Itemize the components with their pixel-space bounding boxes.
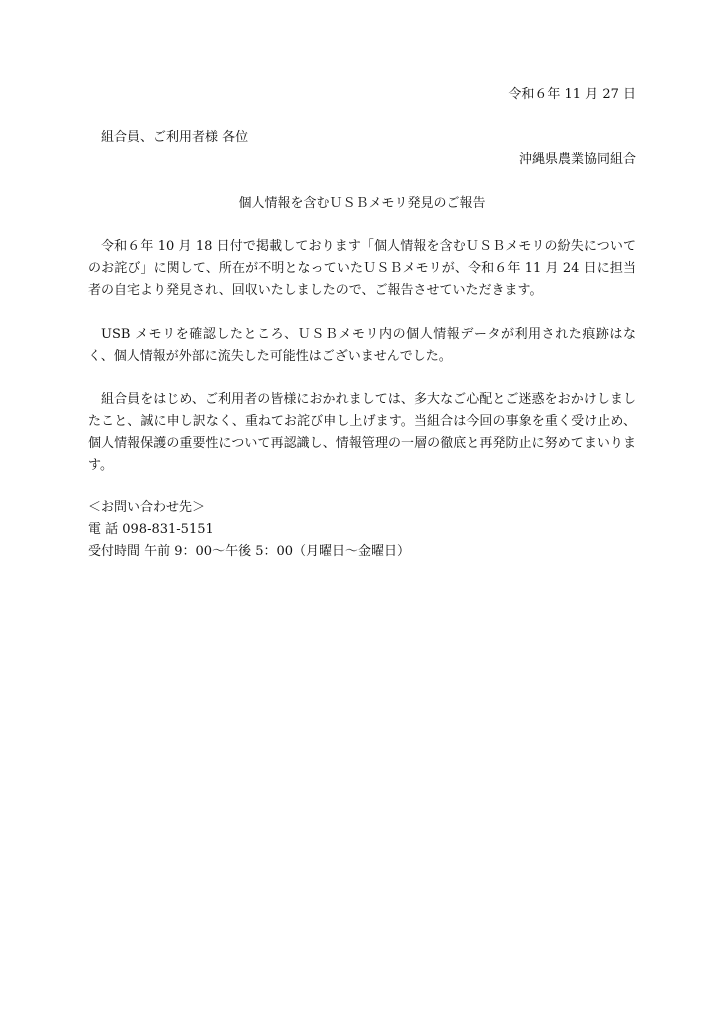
paragraph-apology: 組合員をはじめ、ご利用者の皆様におかれましては、多大なご心配とご迷惑をおかけしましたこと、誠に申し訳なく、重ねてお詫び申し上げます。当組合は今回の事象を重く受け止め、個人情報保護の重要性について再認識し、情報管理の一層の徹底と再発防止に努めてまいります。 <box>88 392 636 473</box>
contact-heading: ＜お問い合わせ先＞ <box>88 500 206 515</box>
paragraph-verification: USB メモリを確認したところ、ＵＳＢメモリ内の個人情報データが利用された痕跡はなく、個人情報が外部に流失した可能性はございませんでした。 <box>88 327 636 364</box>
addressee: 組合員、ご利用者様 各位 <box>101 130 249 145</box>
document-date: 令和６年 11 月 27 日 <box>508 87 636 102</box>
paragraph-found-report: 令和６年 10 月 18 日付で掲載しております「個人情報を含むＵＳＢメモリの紛失についてのお詫び」に関して、所在が不明となっていたＵＳＢメモリが、令和６年 11 月 24 日に担当者の自宅より発見され、回収いたしましたので、ご報告させていただきます。 <box>88 239 636 298</box>
contact-hours: 受付時間 午前 9：00～午後 5：00（月曜日～金曜日） <box>88 544 411 559</box>
document-title: 個人情報を含むＵＳＢメモリ発見のご報告 <box>238 196 486 211</box>
contact-block <box>88 497 410 563</box>
contact-phone: 電 話 098-831-5151 <box>88 522 214 537</box>
sender-organization: 沖縄県農業協同組合 <box>518 152 636 167</box>
